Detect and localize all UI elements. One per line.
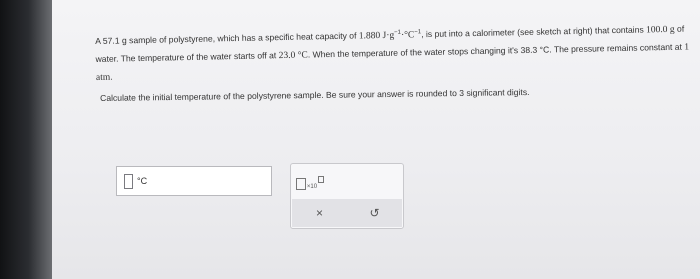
end-temp-value: 38.3 °C — [520, 44, 550, 56]
unit-degc: ·°C — [400, 30, 415, 41]
answer-input[interactable] — [124, 174, 133, 189]
instruction-text: Calculate the initial temperature of the polystyrene sample. Be sure your answer is rounded to 3 significant digits. — [100, 87, 530, 103]
pressure-value: 1 atm — [95, 42, 690, 83]
times-ten-label: ×10 — [306, 184, 318, 190]
math-tool-panel — [290, 163, 404, 229]
undo-button[interactable]: ↺ — [369, 206, 380, 220]
water-mass-value: 100.0 g — [646, 24, 675, 36]
problem-text-4: . When the temperature of the water stops changing it's — [307, 45, 519, 60]
answer-input-box[interactable] — [116, 166, 272, 196]
exponent-box-icon — [318, 176, 324, 183]
answer-unit: °C — [137, 176, 148, 186]
scientific-notation-button[interactable] — [296, 174, 324, 194]
exponent-2: −1 — [414, 29, 422, 36]
exponent-1: −1 — [394, 29, 402, 36]
clear-button[interactable]: × — [315, 206, 323, 220]
problem-text-3: of water. The temperature of the water starts off at — [95, 23, 685, 64]
problem-text-1: A 57.1 g sample of polystyrene, which has a specific heat capacity of — [95, 30, 357, 46]
problem-text-6: . — [110, 71, 113, 82]
dark-left-edge — [0, 0, 52, 279]
problem-text-2: , is put into a calorimeter (see sketch at right) that contains — [421, 24, 644, 40]
start-temp-value: 23.0 °C — [278, 50, 308, 62]
tool-button-row — [292, 199, 402, 227]
heat-capacity-value: 1.880 J·g — [358, 30, 395, 42]
mantissa-box-icon — [296, 178, 306, 190]
problem-text-5: . The pressure remains constant at — [549, 41, 682, 55]
